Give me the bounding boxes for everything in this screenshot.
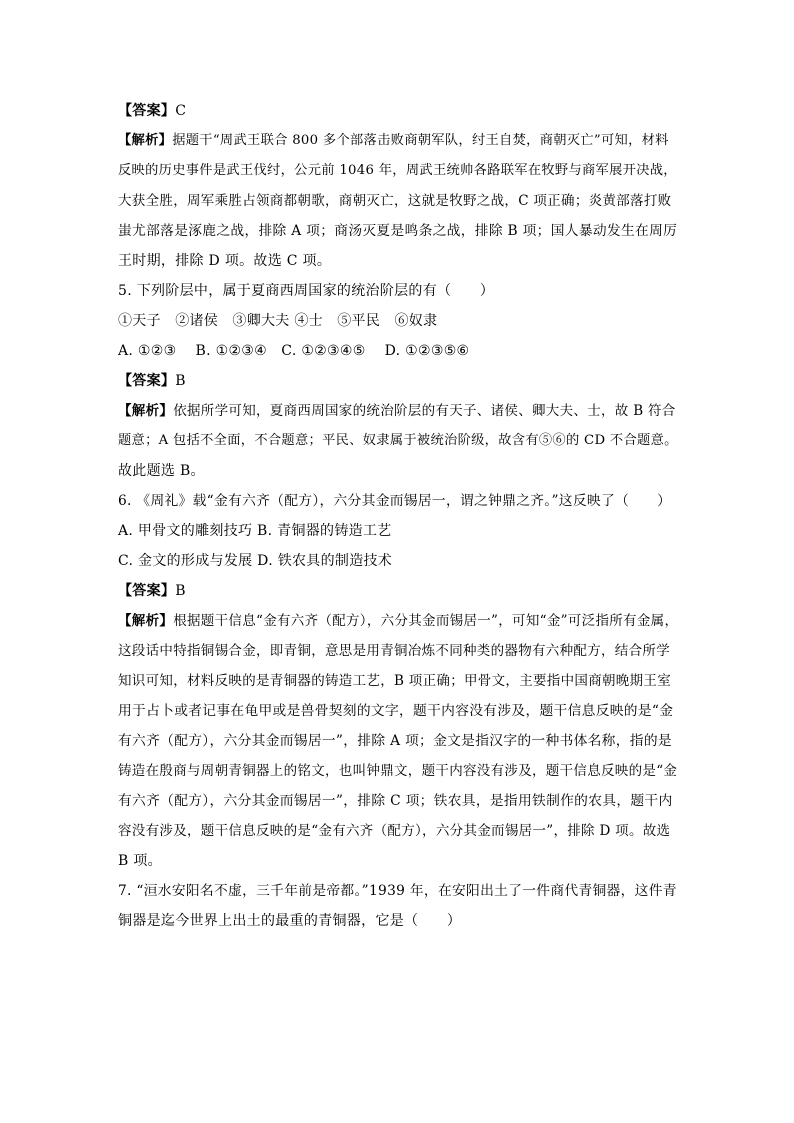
analysis-text: 依据所学可知，夏商西周国家的统治阶层的有天子、诸侯、卿大夫、士，故 B 符合 xyxy=(173,403,676,419)
text-line: 蚩尤部落是涿鹿之战，排除 A 项；商汤灭夏是鸣条之战，排除 B 项；国人暴动发生在周厉 xyxy=(118,223,678,239)
question-6-stem: 6. 《周礼》载“金有六齐（配方），六分其金而锡居一，谓之钟鼎之齐。”这反映了（ ） xyxy=(118,493,672,509)
text-line: B 项。 xyxy=(118,853,162,869)
analysis-label: 【解析】 xyxy=(118,133,173,148)
answer-text: B xyxy=(175,373,186,389)
answer-label: 【答案】 xyxy=(118,583,176,599)
analysis-label: 【解析】 xyxy=(118,613,174,629)
question-6-options-cd: C. 金文的形成与发展 D. 铁农具的制造技术 xyxy=(118,553,393,569)
analysis-text: 据题干“周武王联合 800 多个部落击败商朝军队，纣王自焚，商朝灭亡”可知，材料 xyxy=(172,133,669,148)
question-5-options: A. ①②③ B. ①②③④ C. ①②③④⑤ D. ①②③⑤⑥ xyxy=(118,343,470,359)
question-6-options-ab: A. 甲骨文的雕刻技巧 B. 青铜器的铸造工艺 xyxy=(118,523,392,539)
text-line: 容没有涉及，题干信息反映的是“金有六齐（配方），六分其金而锡居一”，排除 D 项。故选 xyxy=(118,823,671,839)
analysis-line xyxy=(118,133,669,149)
analysis-text: 根据题干信息“金有六齐（配方），六分其金而锡居一”，可知“金”可泛指所有金属， xyxy=(173,613,679,629)
text-line: 王时期，排除 D 项。故选 C 项。 xyxy=(118,253,332,269)
text-line: 有六齐（配方），六分其金而锡居一”，排除 C 项；铁农具，是指用铁制作的农具，题干内 xyxy=(118,793,673,809)
question-7-stem: 7. “洹水安阳名不虚，三千年前是帝都。”1939 年，在安阳出土了一件商代青铜器，这件青 xyxy=(118,883,677,899)
answer-text: B xyxy=(175,583,186,599)
text-line: 这段话中特指铜锡合金，即青铜，意思是用青铜冶炼不同种类的器物有六种配方，结合所学 xyxy=(118,643,670,659)
text-line: 题意；A 包括不全面，不合题意；平民、奴隶属于被统治阶级，故含有⑤⑥的 CD 不合题意。 xyxy=(118,433,678,448)
text-line: 有六齐（配方），六分其金而锡居一”，排除 A 项；金文是指汉字的一种书体名称，指的是 xyxy=(118,733,672,749)
text-line: 反映的历史事件是武王伐纣，公元前 1046 年，周武王统帅各路联军在牧野与商军展开决战， xyxy=(118,163,677,178)
text-line: 知识可知，材料反映的是青铜器的铸造工艺，B 项正确；甲骨文，主要指中国商朝晚期王室 xyxy=(118,673,672,689)
answer-line xyxy=(118,373,186,389)
text-line: 大获全胜，周军乘胜占领商都朝歌，商朝灭亡，这就是牧野之战，C 项正确；炎黄部落打败 xyxy=(118,193,672,209)
analysis-label: 【解析】 xyxy=(118,403,174,419)
analysis-line xyxy=(118,403,676,419)
question-7-stem-cont: 铜器是迄今世界上出土的最重的青铜器，它是（ ） xyxy=(118,913,462,929)
analysis-line xyxy=(118,613,678,629)
question-5-stem: 5. 下列阶层中，属于夏商西周国家的统治阶层的有（ ） xyxy=(118,283,495,299)
text-line: 铸造在殷商与周朝青铜器上的铭文，也叫钟鼎文，题干内容没有涉及，题干信息反映的是“金 xyxy=(118,763,678,779)
answer-line xyxy=(118,583,186,599)
answer-line xyxy=(118,103,186,119)
text-line: 用于占卜或者记事在龟甲或是兽骨契刻的文字，题干内容没有涉及，题干信息反映的是“金 xyxy=(118,703,674,719)
question-5-items: ①天子 ②诸侯 ③卿大夫 ④士 ⑤平民 ⑥奴隶 xyxy=(118,313,438,329)
answer-label: 【答案】 xyxy=(118,103,176,119)
answer-text: C xyxy=(175,103,187,119)
answer-label: 【答案】 xyxy=(118,373,176,389)
text-line: 故此题选 B。 xyxy=(118,463,205,479)
